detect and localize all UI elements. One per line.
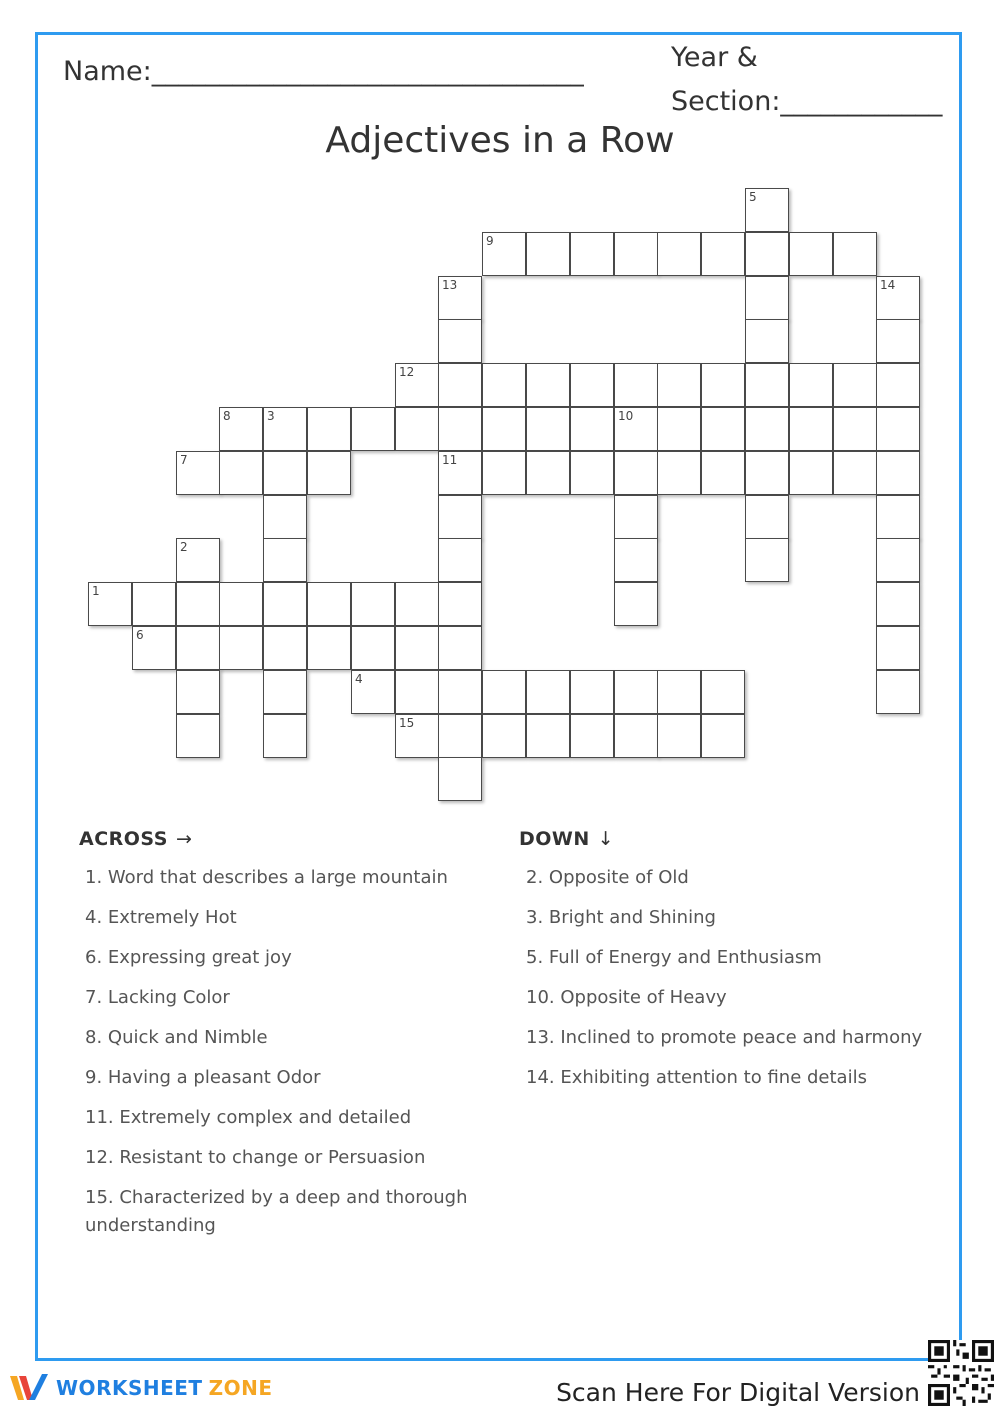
crossword-cell[interactable]: [833, 407, 877, 451]
crossword-cell[interactable]: [789, 232, 833, 276]
crossword-cell[interactable]: [657, 451, 701, 495]
clue-number: 7: [180, 453, 188, 467]
crossword-cell[interactable]: [307, 626, 351, 670]
down-clue: 5. Full of Energy and Enthusiasm: [526, 947, 822, 968]
crossword-cell[interactable]: [833, 363, 877, 407]
crossword-cell[interactable]: [876, 319, 920, 363]
crossword-cell[interactable]: [833, 232, 877, 276]
logo-w-icon: [8, 1372, 50, 1404]
crossword-cell[interactable]: [614, 495, 658, 539]
crossword-cell[interactable]: [219, 582, 263, 626]
crossword-cell[interactable]: [438, 319, 482, 363]
crossword-cell[interactable]: [789, 407, 833, 451]
across-clue: 8. Quick and Nimble: [85, 1027, 268, 1048]
clue-number: 8: [223, 409, 231, 423]
crossword-cell[interactable]: [438, 276, 482, 320]
crossword-cell[interactable]: [263, 670, 307, 714]
crossword-cell[interactable]: [395, 626, 439, 670]
across-clue: 4. Extremely Hot: [85, 907, 237, 928]
crossword-cell[interactable]: [701, 407, 745, 451]
clue-number: 9: [486, 234, 494, 248]
crossword-cell[interactable]: [701, 714, 745, 758]
crossword-cell[interactable]: [307, 451, 351, 495]
clue-number: 4: [355, 672, 363, 686]
crossword-cell[interactable]: [482, 451, 526, 495]
crossword-cell[interactable]: [526, 363, 570, 407]
crossword-cell[interactable]: [833, 451, 877, 495]
crossword-cell[interactable]: [438, 714, 482, 758]
crossword-cell[interactable]: [876, 276, 920, 320]
crossword-cell[interactable]: [132, 626, 176, 670]
crossword-cell[interactable]: [876, 407, 920, 451]
crossword-cell[interactable]: [482, 407, 526, 451]
crossword-cell[interactable]: [176, 670, 220, 714]
crossword-cell[interactable]: [614, 670, 658, 714]
crossword-cell[interactable]: [526, 451, 570, 495]
crossword-cell[interactable]: [438, 495, 482, 539]
crossword-cell[interactable]: [657, 407, 701, 451]
crossword-cell[interactable]: [263, 714, 307, 758]
crossword-cell[interactable]: [570, 232, 614, 276]
down-arrow-icon: ↓: [597, 828, 615, 850]
crossword-cell[interactable]: [614, 538, 658, 582]
page-title: Adjectives in a Row: [325, 120, 675, 161]
crossword-cell[interactable]: [176, 582, 220, 626]
crossword-cell[interactable]: [745, 407, 789, 451]
crossword-cell[interactable]: [395, 582, 439, 626]
clue-number: 1: [92, 584, 100, 598]
crossword-cell[interactable]: [701, 232, 745, 276]
crossword-cell[interactable]: [88, 582, 132, 626]
crossword-cell[interactable]: [570, 670, 614, 714]
crossword-cell[interactable]: [570, 407, 614, 451]
crossword-cell[interactable]: [876, 363, 920, 407]
down-clue-list: [526, 864, 946, 1104]
crossword-cell[interactable]: [351, 670, 395, 714]
crossword-cell[interactable]: [570, 451, 614, 495]
crossword-cell[interactable]: [614, 232, 658, 276]
crossword-cell[interactable]: [395, 407, 439, 451]
crossword-cell[interactable]: [482, 232, 526, 276]
crossword-cell[interactable]: [657, 714, 701, 758]
crossword-cell[interactable]: [657, 670, 701, 714]
crossword-cell[interactable]: [219, 451, 263, 495]
crossword-cell[interactable]: [263, 495, 307, 539]
crossword-cell[interactable]: [482, 670, 526, 714]
down-clue: 3. Bright and Shining: [526, 907, 716, 928]
crossword-cell[interactable]: [657, 363, 701, 407]
crossword-cell[interactable]: [263, 538, 307, 582]
down-heading: [519, 828, 614, 850]
crossword-cell[interactable]: [745, 319, 789, 363]
crossword-cell[interactable]: [876, 451, 920, 495]
crossword-cell[interactable]: [438, 670, 482, 714]
down-heading-label: DOWN: [519, 828, 590, 850]
across-heading-label: ACROSS: [79, 828, 168, 850]
year-label: Year &: [671, 42, 758, 73]
across-clue: 11. Extremely complex and detailed: [85, 1107, 412, 1128]
crossword-cell[interactable]: [701, 670, 745, 714]
crossword-cell[interactable]: [745, 538, 789, 582]
crossword-cell[interactable]: [614, 582, 658, 626]
clue-number: 10: [618, 409, 634, 423]
down-clue: 10. Opposite of Heavy: [526, 987, 727, 1008]
clue-number: 13: [442, 278, 458, 292]
clue-number: 11: [442, 453, 458, 467]
crossword-cell[interactable]: [745, 232, 789, 276]
crossword-cell[interactable]: [132, 582, 176, 626]
clue-number: 15: [399, 716, 415, 730]
across-clue-list: [85, 864, 480, 1252]
crossword-cell[interactable]: [614, 407, 658, 451]
crossword-cell[interactable]: [219, 626, 263, 670]
crossword-cell[interactable]: [438, 407, 482, 451]
qr-code-icon[interactable]: [928, 1340, 994, 1406]
crossword-cell[interactable]: [351, 582, 395, 626]
clue-number: 2: [180, 540, 188, 554]
crossword-cell[interactable]: [876, 495, 920, 539]
crossword-cell[interactable]: [745, 451, 789, 495]
crossword-cell[interactable]: [263, 451, 307, 495]
crossword-cell[interactable]: [351, 626, 395, 670]
across-clue: 1. Word that describes a large mountain: [85, 867, 448, 888]
crossword-cell[interactable]: [482, 363, 526, 407]
crossword-cell[interactable]: [657, 232, 701, 276]
crossword-cell[interactable]: [438, 363, 482, 407]
crossword-cell[interactable]: [745, 276, 789, 320]
logo-text-zone: ZONE: [208, 1376, 273, 1400]
across-clue: 6. Expressing great joy: [85, 947, 292, 968]
crossword-cell[interactable]: [395, 714, 439, 758]
across-heading: [79, 828, 192, 850]
crossword-cell[interactable]: [789, 451, 833, 495]
down-clue: 13. Inclined to promote peace and harmony: [526, 1027, 923, 1048]
clue-number: 12: [399, 365, 415, 379]
crossword-cell[interactable]: [876, 626, 920, 670]
crossword-cell[interactable]: [526, 232, 570, 276]
right-arrow-icon: →: [175, 828, 193, 850]
crossword-cell[interactable]: [351, 407, 395, 451]
crossword-cell[interactable]: [614, 363, 658, 407]
name-field[interactable]: Name:________________________________: [63, 56, 584, 87]
crossword-cell[interactable]: [307, 582, 351, 626]
across-clue: 12. Resistant to change or Persuasion: [85, 1147, 426, 1168]
across-clue: 15. Characterized by a deep and thorough understanding: [85, 1187, 468, 1236]
crossword-cell[interactable]: [876, 670, 920, 714]
clue-number: 3: [267, 409, 275, 423]
crossword-cell[interactable]: [307, 407, 351, 451]
crossword-cell[interactable]: [395, 670, 439, 714]
crossword-cell[interactable]: [701, 363, 745, 407]
crossword-cell[interactable]: [219, 407, 263, 451]
crossword-cell[interactable]: [876, 538, 920, 582]
crossword-cell[interactable]: [176, 626, 220, 670]
crossword-cell[interactable]: [745, 495, 789, 539]
across-clue: 7. Lacking Color: [85, 987, 230, 1008]
crossword-cell[interactable]: [438, 626, 482, 670]
crossword-cell[interactable]: [526, 670, 570, 714]
crossword-cell[interactable]: [176, 538, 220, 582]
crossword-cell[interactable]: [570, 363, 614, 407]
scan-instruction: Scan Here For Digital Version: [556, 1378, 920, 1407]
crossword-cell[interactable]: [570, 714, 614, 758]
crossword-cell[interactable]: [526, 714, 570, 758]
crossword-cell[interactable]: [263, 626, 307, 670]
crossword-cell[interactable]: [395, 363, 439, 407]
crossword-cell[interactable]: [789, 363, 833, 407]
crossword-cell[interactable]: [614, 714, 658, 758]
crossword-cell[interactable]: [438, 757, 482, 801]
crossword-cell[interactable]: [745, 188, 789, 232]
crossword-cell[interactable]: [263, 407, 307, 451]
crossword-cell[interactable]: [745, 363, 789, 407]
crossword-cell[interactable]: [701, 451, 745, 495]
clue-number: 6: [136, 628, 144, 642]
crossword-cell[interactable]: [176, 714, 220, 758]
crossword-cell[interactable]: [614, 451, 658, 495]
crossword-cell[interactable]: [438, 538, 482, 582]
crossword-cell[interactable]: [263, 582, 307, 626]
logo-text-worksheet: WORKSHEET: [56, 1376, 203, 1400]
crossword-cell[interactable]: [482, 714, 526, 758]
worksheetzone-logo: [8, 1372, 272, 1404]
across-clue: 9. Having a pleasant Odor: [85, 1067, 321, 1088]
clue-number: 14: [880, 278, 896, 292]
down-clue: 2. Opposite of Old: [526, 867, 689, 888]
crossword-cell[interactable]: [176, 451, 220, 495]
crossword-cell[interactable]: [876, 582, 920, 626]
crossword-cell[interactable]: [438, 451, 482, 495]
clue-number: 5: [749, 190, 757, 204]
logo-text: [56, 1376, 272, 1400]
section-field[interactable]: Section:____________: [671, 86, 943, 117]
crossword-cell[interactable]: [438, 582, 482, 626]
crossword-cell[interactable]: [526, 407, 570, 451]
down-clue: 14. Exhibiting attention to fine details: [526, 1067, 867, 1088]
